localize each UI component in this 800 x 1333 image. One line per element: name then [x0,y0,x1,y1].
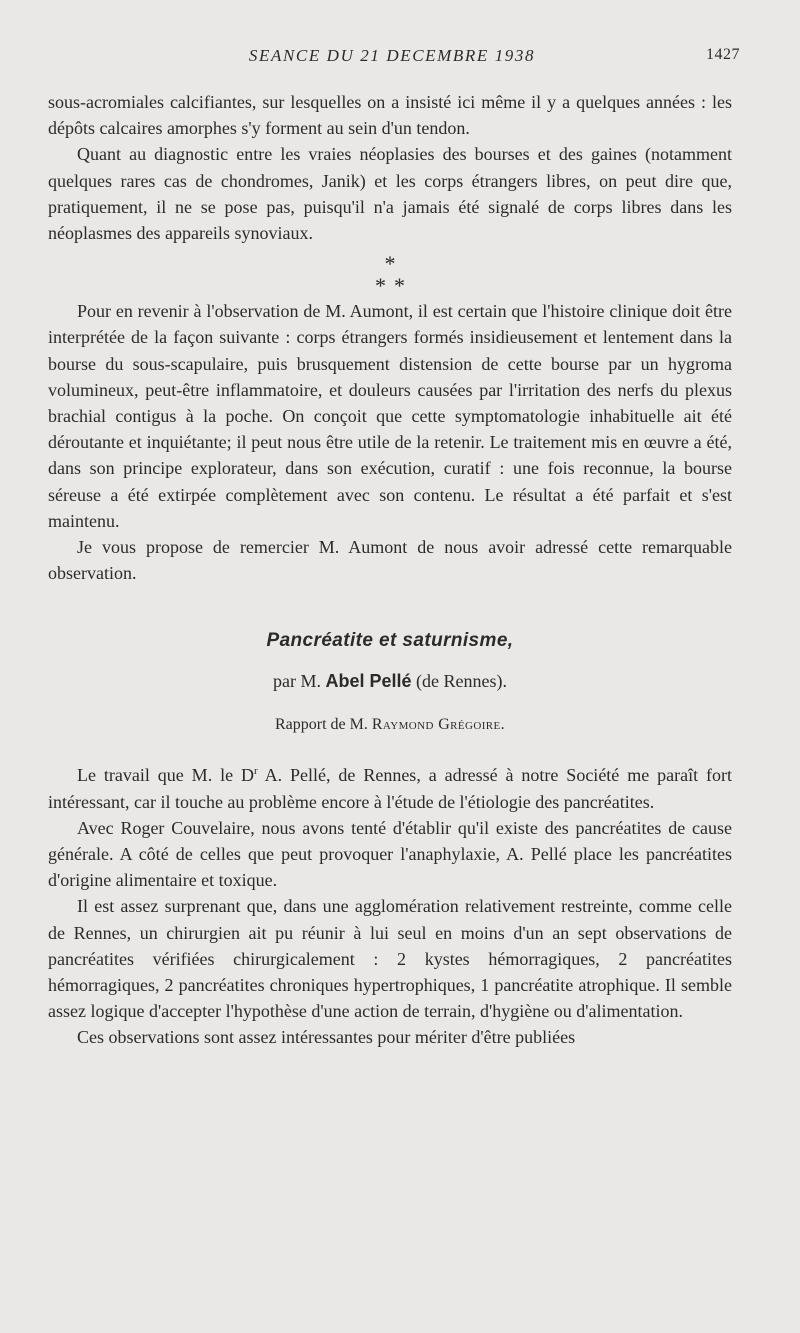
page-body [48,89,732,1051]
report-line [48,694,732,762]
article-byline [48,654,732,694]
asterism-separator [48,246,732,298]
doctor-superscript: r [254,765,258,778]
running-head [48,46,740,70]
running-title: SEANCE DU 21 DECEMBRE 1938 [248,46,536,65]
article-paragraph-1 [48,762,732,814]
article-paragraph-4: Ces observations sont assez intéressantes pour mériter d'être publiées [77,1027,576,1048]
asterism-bottom: ** [375,273,413,299]
paragraph-1-start: Le travail que M. le D [77,765,255,786]
paragraph-1-rest: A. Pellé, de Rennes, a adressé à notre Société me paraît fort intéressant, car il touche au problème encore à l'étude de l'étiologie des pancréatites. [48,765,732,812]
paragraph-continuation: sous-acromiales calcifiantes, sur lesquelles on a insisté ici même il y a quelques années : les dépôts calcaires amorphes s'y forment au sein d'un tendon. [48,92,732,139]
article-paragraph-2: Avec Roger Couvelaire, nous avons tenté d'établir qu'il existe des pancréatites de cause générale. A côté de celles que peut provoquer l'anaphylaxie, A. Pellé place les pancréatites d'origine alimentaire et toxique. [48,817,732,891]
paragraph-thanks: Je vous propose de remercier M. Aumont de nous avoir adressé cette remarquable observation. [48,537,732,584]
page-number: 1427 [706,46,740,63]
paragraph-observation: Pour en revenir à l'observation de M. Aumont, il est certain que l'histoire clinique doit être interprétée de la façon suivante : corps étrangers formés insidieusement et lentement dans la bourse du sous-scapulaire, puis brusquement distension de cette bourse par un hygroma volumineux, peut-être inflammatoire, et douleurs causées par l'irritation des nerfs du plexus brachial contigus à la poche. On conçoit que cette symptomatologie inhabituelle ait été déroutante et inquiétante; il peut nous être utile de la retenir. Le traitement mis en œuvre a été, dans son principe explorateur, dans son exécution, curatif : une fois reconnue, la bourse séreuse a été extirpée complètement avec son contenu. Le résultat a été parfait et s'est maintenu. [48,301,732,531]
author-name: Abel Pellé [325,671,412,692]
byline-suffix: (de Rennes). [416,671,507,692]
article-paragraph-3: Il est assez surprenant que, dans une agglomération relativement restreinte, comme celle de Rennes, un chirurgien ait pu réunir à lui seul en moins d'un an sept observations de pancréatites vérifiées chirurgicalement : 2 kystes hémorragiques, 2 pancréatites hémorragiques, 2 pancréatites chroniques hypertrophiques, 1 pancréatite atrophique. Il semble assez logique d'accepter l'hypothèse d'une action de terrain, d'hygiène ou d'alimentation. [48,896,732,1022]
asterism-top: * [384,251,396,277]
report-prefix: Rapport de M. [274,716,368,734]
byline-prefix: par M. [272,671,321,692]
report-author: Raymond Grégoire. [371,716,506,734]
paragraph-diagnosis: Quant au diagnostic entre les vraies néoplasies des bourses et des gaines (notamment quelques rares cas de chondromes, Janik) et les corps étrangers libres, on peut dire que, pratiquement, il ne se pose pas, puisqu'il n'a jamais été signalé de corps libres dans les néoplasmes des appareils synoviaux. [48,144,732,244]
article-title: Pancréatite et saturnisme, [266,630,514,652]
